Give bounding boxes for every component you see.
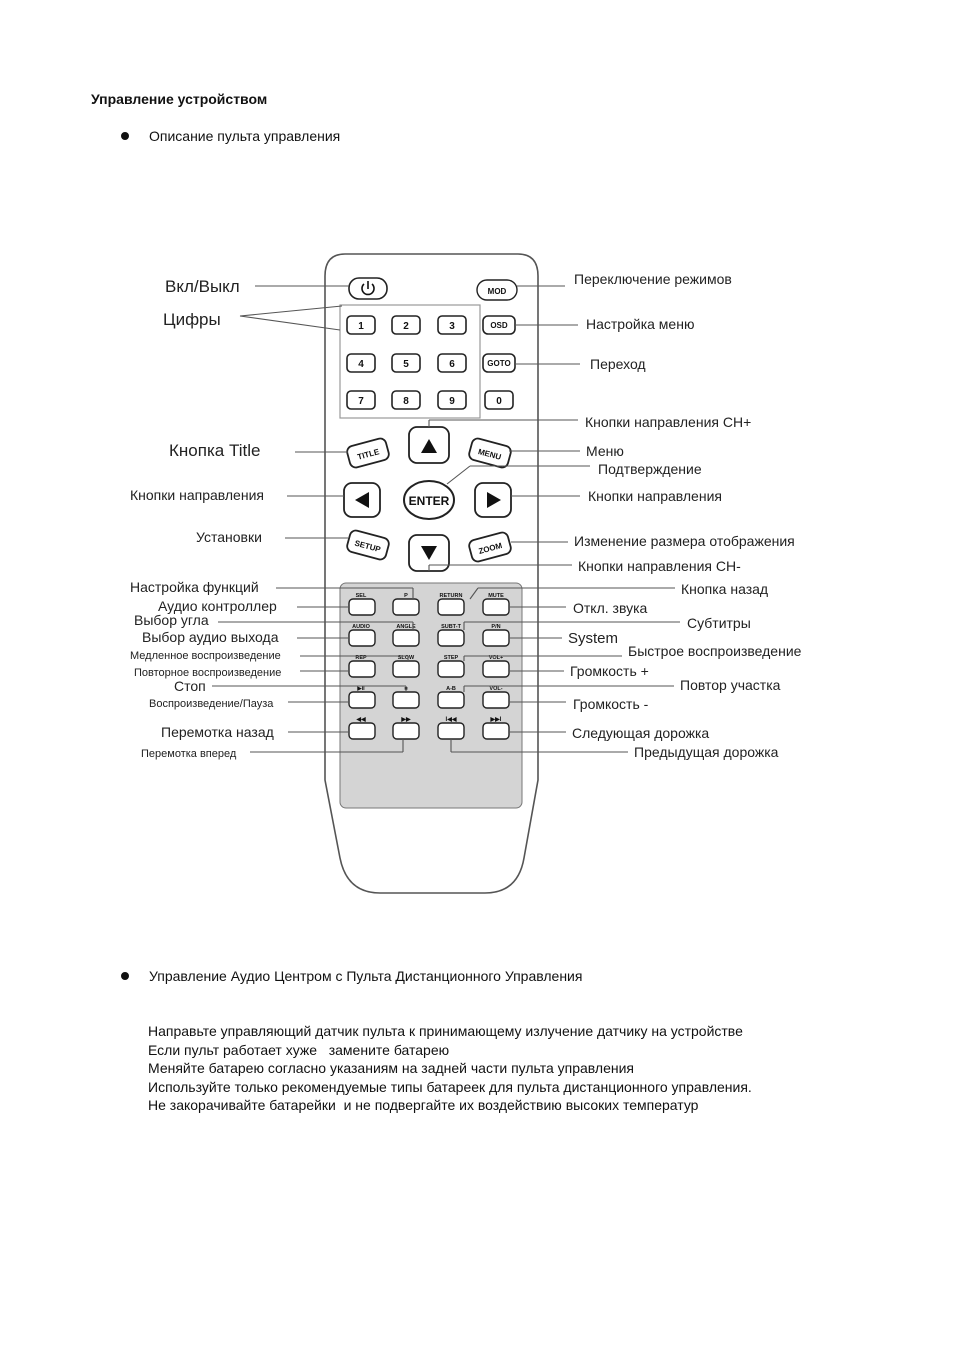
callout-previous-track: Предыдущая дорожка (634, 744, 779, 760)
power-button[interactable] (349, 278, 387, 299)
callout-setup: Установки (196, 529, 262, 545)
callout-direction-left: Кнопки направления (130, 487, 264, 503)
grid-label: SEL (355, 593, 367, 599)
callout-vol-down: Громкость - (573, 696, 649, 712)
enter-button[interactable] (404, 481, 454, 519)
callout-ch-up: Кнопки направления CH+ (585, 414, 752, 430)
grid-label: AUDIO (352, 624, 370, 630)
callout-stop: Стоп (174, 678, 206, 694)
step-button[interactable] (438, 661, 464, 677)
callout-title: Кнопка Title (169, 441, 261, 460)
callout-osd: Настройка меню (586, 316, 695, 332)
instruction-line: Не закорачивайте батарейки и не подвергайте их воздействию высоких температур (148, 1097, 699, 1113)
mod-button-label: MOD (487, 287, 507, 296)
grid-label: VOL- (489, 686, 503, 692)
digit-label: 3 (449, 321, 455, 332)
left-button[interactable] (344, 483, 380, 517)
p-button[interactable] (393, 599, 419, 615)
callout-zoom: Изменение размера отображения (574, 533, 795, 549)
goto-button-label: GOTO (487, 359, 511, 368)
pn-button[interactable] (483, 630, 509, 646)
callout-function-settings: Настройка функций (130, 579, 259, 595)
callout-goto: Переход (590, 356, 646, 372)
setup-button-label: SETUP (353, 538, 382, 555)
menu-button-label: MENU (477, 447, 503, 462)
digit-label: 2 (403, 321, 409, 332)
stop-button[interactable] (393, 692, 419, 708)
slow-button[interactable] (393, 661, 419, 677)
osd-button-label: OSD (490, 321, 508, 330)
grid-label: ▶▶I (490, 717, 502, 723)
digit-label: 1 (358, 321, 364, 332)
angle-button[interactable] (393, 630, 419, 646)
callout-power: Вкл/Выкл (165, 277, 240, 296)
digit-label: 5 (403, 359, 409, 370)
digit-button[interactable] (392, 391, 420, 409)
title-button-label: TITLE (356, 447, 381, 462)
grid-label: P/N (491, 624, 501, 630)
grid-label: ■ (404, 686, 408, 692)
callout-direction-right: Кнопки направления (588, 488, 722, 504)
digit-button[interactable] (485, 391, 513, 409)
grid-label: A-B (446, 686, 456, 692)
callout-subtitles: Субтитры (687, 615, 751, 631)
callout-system: System (568, 630, 619, 647)
callout-digits: Цифры (163, 310, 221, 329)
instruction-line: Направьте управляющий датчик пульта к принимающему излучение датчику на устройстве (148, 1023, 743, 1039)
grid-label: ANGLE (396, 624, 416, 630)
grid-label: ▶II (357, 686, 365, 692)
grid-label: SUBT-T (441, 624, 461, 630)
digit-label: 4 (358, 359, 364, 370)
callout-menu: Меню (586, 443, 624, 459)
callout-audio-output: Выбор аудио выхода (142, 629, 279, 645)
callout-mute: Откл. звука (573, 600, 648, 616)
callout-next-track: Следующая дорожка (572, 725, 710, 741)
right-button[interactable] (475, 483, 511, 517)
callout-play-pause: Воспроизведение/Пауза (149, 698, 274, 710)
digit-label: 8 (403, 396, 409, 407)
callout-ch-down: Кнопки направления CH- (578, 558, 741, 574)
instruction-line: Используйте только рекомендуемые типы батареек для пульта дистанционного управления. (148, 1078, 752, 1095)
up-button[interactable] (409, 427, 449, 463)
digit-button[interactable] (438, 316, 466, 334)
callout-angle: Выбор угла (134, 612, 209, 628)
digit-label: 7 (358, 396, 364, 407)
grid-label: P (404, 593, 408, 599)
callout-slow: Медленное воспроизведение (130, 650, 281, 662)
digit-label: 0 (496, 396, 502, 407)
subtitle-button[interactable] (438, 630, 464, 646)
callout-repeat: Повторное воспроизведение (134, 667, 282, 679)
grid-label: STEP (443, 655, 459, 661)
grid-label: SLOW (397, 655, 415, 661)
callout-ab-repeat: Повтор участка (680, 677, 781, 693)
section-heading: Управление устройством (91, 91, 268, 107)
grid-label: ◀◀ (356, 717, 366, 723)
enter-button-label: ENTER (408, 494, 450, 508)
bullet-text: Управление Аудио Центром с Пульта Дистанционного Управления (149, 968, 583, 984)
digit-label: 6 (449, 359, 455, 370)
goto-button[interactable] (483, 354, 515, 372)
callout-rewind: Перемотка назад (161, 724, 274, 740)
digit-button[interactable] (438, 391, 466, 409)
vol-down-button[interactable] (483, 692, 509, 708)
fast-forward-button[interactable] (393, 723, 419, 739)
bullet-text: Описание пульта управления (149, 128, 341, 144)
audio-button[interactable] (349, 630, 375, 646)
vol-up-button[interactable] (483, 661, 509, 677)
digit-label: 9 (449, 396, 455, 407)
grid-label: MUTE (488, 593, 504, 599)
grid-label: REP (355, 655, 367, 661)
callout-vol-up: Громкость + (570, 663, 649, 679)
callout-fast-play: Быстрое воспроизведение (628, 643, 802, 659)
rewind-button[interactable] (349, 723, 375, 739)
grid-label: RETURN (439, 593, 463, 599)
callout-audio-controller: Аудио контроллер (158, 598, 277, 614)
rep-button[interactable] (349, 661, 375, 677)
play-pause-button[interactable] (349, 692, 375, 708)
digit-button[interactable] (392, 316, 420, 334)
instruction-line: Если пульт работает хуже замените батарею (148, 1041, 450, 1058)
callout-enter: Подтверждение (598, 461, 702, 477)
grid-label: ▶▶ (401, 717, 411, 723)
digit-button[interactable] (347, 316, 375, 334)
return-button[interactable] (438, 599, 464, 615)
zoom-button-label: ZOOM (477, 540, 504, 556)
callout-fast-forward: Перемотка вперед (141, 748, 237, 760)
next-track-button[interactable] (483, 723, 509, 739)
sel-button[interactable] (349, 599, 375, 615)
mod-button[interactable] (477, 280, 517, 300)
grid-label: I◀◀ (445, 717, 457, 723)
grid-label: VOL+ (488, 655, 504, 661)
osd-button[interactable] (483, 316, 515, 334)
digit-button[interactable] (347, 391, 375, 409)
previous-track-button[interactable] (438, 723, 464, 739)
digit-button[interactable] (438, 354, 466, 372)
callout-return: Кнопка назад (681, 581, 769, 597)
digit-button[interactable] (347, 354, 375, 372)
ab-repeat-button[interactable] (438, 692, 464, 708)
instruction-line: Меняйте батарею согласно указаниям на задней части пульта управления (148, 1060, 635, 1076)
mute-button[interactable] (483, 599, 509, 615)
callout-mode: Переключение режимов (574, 271, 732, 287)
digit-button[interactable] (392, 354, 420, 372)
